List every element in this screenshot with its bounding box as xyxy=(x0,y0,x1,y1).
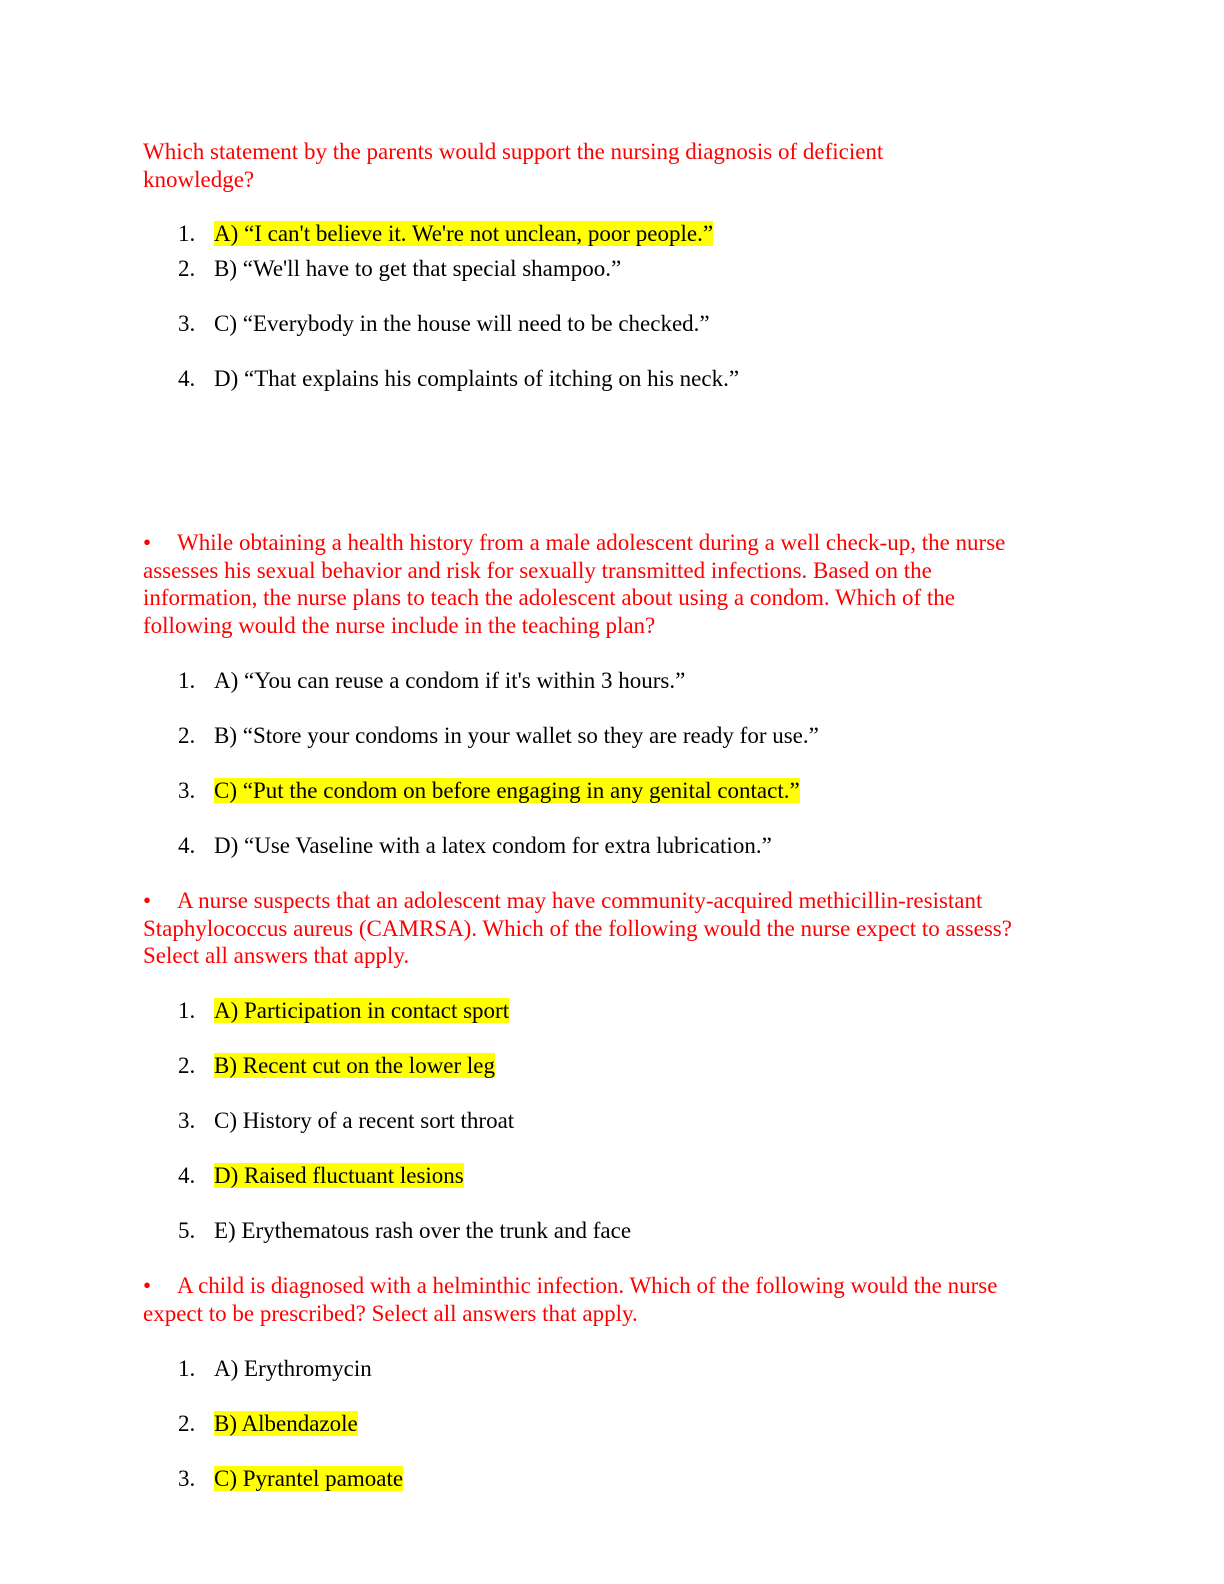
question-3-option-2 xyxy=(178,1052,495,1079)
question-1-prompt xyxy=(143,138,943,193)
question-3-option-4 xyxy=(178,1162,464,1189)
question-1-option-1 xyxy=(178,220,713,247)
question-2-prompt xyxy=(143,529,1043,639)
question-4-option-3 xyxy=(178,1465,403,1492)
option-number: 3. xyxy=(178,1108,196,1133)
bullet-icon: • xyxy=(143,888,152,913)
option-text: A) Erythromycin xyxy=(214,1356,372,1381)
option-text-correct: A) “I can't believe it. We're not unclean, poor people.” xyxy=(214,221,714,246)
question-3-text: A nurse suspects that an adolescent may have community-acquired methicillin-resistant Staphylococcus aureus (CAMRSA). Which of the following would the nurse expect to assess? Select all answers that apply. xyxy=(143,888,1012,968)
option-text-correct: D) Raised fluctuant lesions xyxy=(214,1163,464,1188)
option-number: 1. xyxy=(178,221,196,246)
question-4-option-1 xyxy=(178,1355,372,1382)
question-3-prompt xyxy=(143,887,1043,970)
option-text-correct: B) Recent cut on the lower leg xyxy=(214,1053,496,1078)
option-number: 2. xyxy=(178,1053,196,1078)
option-text: B) “We'll have to get that special shampoo.” xyxy=(214,256,622,281)
question-2-option-2 xyxy=(178,722,819,749)
bullet-icon: • xyxy=(143,530,152,555)
question-4-text: A child is diagnosed with a helminthic infection. Which of the following would the nurse expect to be prescribed? Select all answers that apply. xyxy=(143,1273,998,1326)
option-text-correct: B) Albendazole xyxy=(214,1411,358,1436)
option-number: 4. xyxy=(178,1163,196,1188)
option-text: D) “That explains his complaints of itching on his neck.” xyxy=(214,366,740,391)
option-text-correct: A) Participation in contact sport xyxy=(214,998,510,1023)
option-number: 4. xyxy=(178,833,196,858)
bullet-icon: • xyxy=(143,1273,152,1298)
option-number: 5. xyxy=(178,1218,196,1243)
option-text: B) “Store your condoms in your wallet so they are ready for use.” xyxy=(214,723,819,748)
option-number: 2. xyxy=(178,723,196,748)
option-text: C) “Everybody in the house will need to be checked.” xyxy=(214,311,710,336)
option-number: 2. xyxy=(178,1411,196,1436)
question-1-option-4 xyxy=(178,365,739,392)
question-1-text: Which statement by the parents would support the nursing diagnosis of deficient knowledge? xyxy=(143,139,884,192)
question-3-option-3 xyxy=(178,1107,514,1134)
option-text: E) Erythematous rash over the trunk and face xyxy=(214,1218,632,1243)
option-number: 3. xyxy=(178,1466,196,1491)
question-2-option-1 xyxy=(178,667,685,694)
option-number: 3. xyxy=(178,311,196,336)
question-4-prompt xyxy=(143,1272,1003,1327)
option-text: A) “You can reuse a condom if it's within 3 hours.” xyxy=(214,668,686,693)
option-text: D) “Use Vaseline with a latex condom for extra lubrication.” xyxy=(214,833,772,858)
option-text-correct: C) “Put the condom on before engaging in any genital contact.” xyxy=(214,778,800,803)
option-number: 1. xyxy=(178,668,196,693)
question-1-option-3 xyxy=(178,310,710,337)
option-number: 3. xyxy=(178,778,196,803)
option-number: 1. xyxy=(178,998,196,1023)
option-number: 2. xyxy=(178,256,196,281)
question-1-option-2 xyxy=(178,255,621,282)
question-2-option-3 xyxy=(178,777,800,804)
question-2-option-4 xyxy=(178,832,772,859)
question-2-text: While obtaining a health history from a male adolescent during a well check-up, the nurse assesses his sexual behavior and risk for sexually transmitted infections. Based on the information, the nurse plans to teach the adolescent about using a condom. Which of the following would the nurse include in the teaching plan? xyxy=(143,530,1006,638)
question-3-option-1 xyxy=(178,997,509,1024)
question-4-option-2 xyxy=(178,1410,358,1437)
option-text: C) History of a recent sort throat xyxy=(214,1108,515,1133)
option-number: 4. xyxy=(178,366,196,391)
question-3-option-5 xyxy=(178,1217,631,1244)
option-text-correct: C) Pyrantel pamoate xyxy=(214,1466,404,1491)
option-number: 1. xyxy=(178,1356,196,1381)
